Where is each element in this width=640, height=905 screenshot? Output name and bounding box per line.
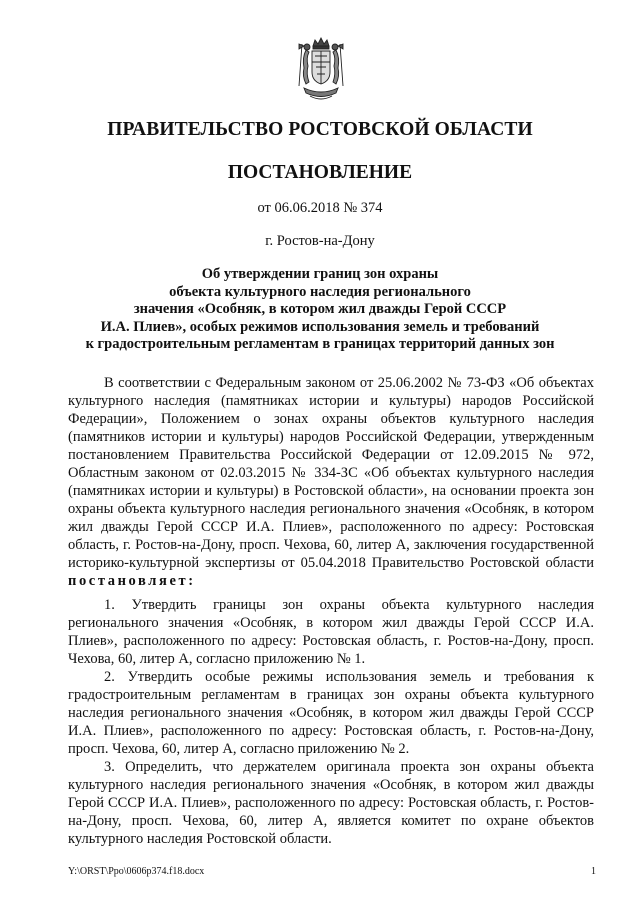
footer-page-number: 1 bbox=[591, 866, 596, 877]
preamble-text: В соответствии с Федеральным законом от 25.06.2002 № 73-ФЗ «Об объектах культурного наследия (памятниках истории и культуры) народов Российской Федерации», Положением о зонах охраны объектов культурного наследия (памятников истории и культуры) народов Российской Федерации, утвержденным постановлением Правительства Российской Федерации от 12.09.2015 № 972, Областным законом от 02.03.2015 № 334-ЗС «Об объектах культурного наследия (памятниках истории и культуры) в Ростовской области», на основании проекта зон охраны объекта культурного наследия регионального значения «Особняк, в котором жил дважды Герой СССР И.А. Плиев», расположенного по адресу: Ростовская область, г. Ростов-на-Дону, просп. Чехова, 60, литер А, заключения государственной историко-культурной экспертизы от 05.04.2018 Правительство Ростовской области bbox=[68, 375, 594, 571]
coat-of-arms-icon bbox=[296, 36, 346, 106]
decree-word: постановляет: bbox=[68, 573, 196, 589]
decree-item: 2. Утвердить особые режимы использования земель и требования к градостроительным регламентам в границах зон охраны объекта культурного наследия регионального значения «Особняк, в котором жил дважды Герой СССР И.А. Плиев», расположенного по адресу: Ростовская область, г. Ростов-на-Дону, просп. Чехова, 60, литер А, согласно приложению № 2. bbox=[68, 669, 594, 757]
subject-line: к градостроительным регламентам в границах территорий данных зон bbox=[85, 336, 555, 353]
decree-items bbox=[68, 596, 594, 848]
document-subject bbox=[50, 266, 590, 354]
organization-title: ПРАВИТЕЛЬСТВО РОСТОВСКОЙ ОБЛАСТИ bbox=[107, 119, 533, 140]
subject-line: объекта культурного наследия регионального bbox=[169, 283, 471, 300]
subject-line: И.А. Плиев», особых режимов использования земель и требований bbox=[100, 318, 540, 335]
decree-item: 3. Определить, что держателем оригинала проекта зон охраны объекта культурного наследия регионального значения «Особняк, в котором жил дважды Герой СССР И.А. Плиев», расположенного по адресу: Ростовская область, г. Ростов-на-Дону, просп. Чехова, 60, литер А, является комитет по охране объектов культурного наследия Ростовской области. bbox=[68, 759, 594, 847]
decree-item: 1. Утвердить границы зон охраны объекта культурного наследия регионального значения «Особняк, в котором жил дважды Герой СССР И.А. Плиев», расположенного по адресу: Ростовская область, г. Ростов-на-Дону, просп. Чехова, 60, литер А, согласно приложению № 1. bbox=[68, 597, 594, 667]
subject-line: Об утверждении границ зон охраны bbox=[201, 266, 439, 282]
document-type: ПОСТАНОВЛЕНИЕ bbox=[227, 162, 413, 183]
preamble-paragraph bbox=[68, 374, 594, 590]
footer-file-path: Y:\ORST\Ppo\0606p374.f18.docx bbox=[68, 866, 205, 877]
document-date-number: от 06.06.2018 № 374 bbox=[257, 200, 383, 216]
subject-line: значения «Особняк, в котором жил дважды Герой СССР bbox=[133, 301, 507, 318]
document-city: г. Ростов-на-Дону bbox=[265, 233, 375, 249]
